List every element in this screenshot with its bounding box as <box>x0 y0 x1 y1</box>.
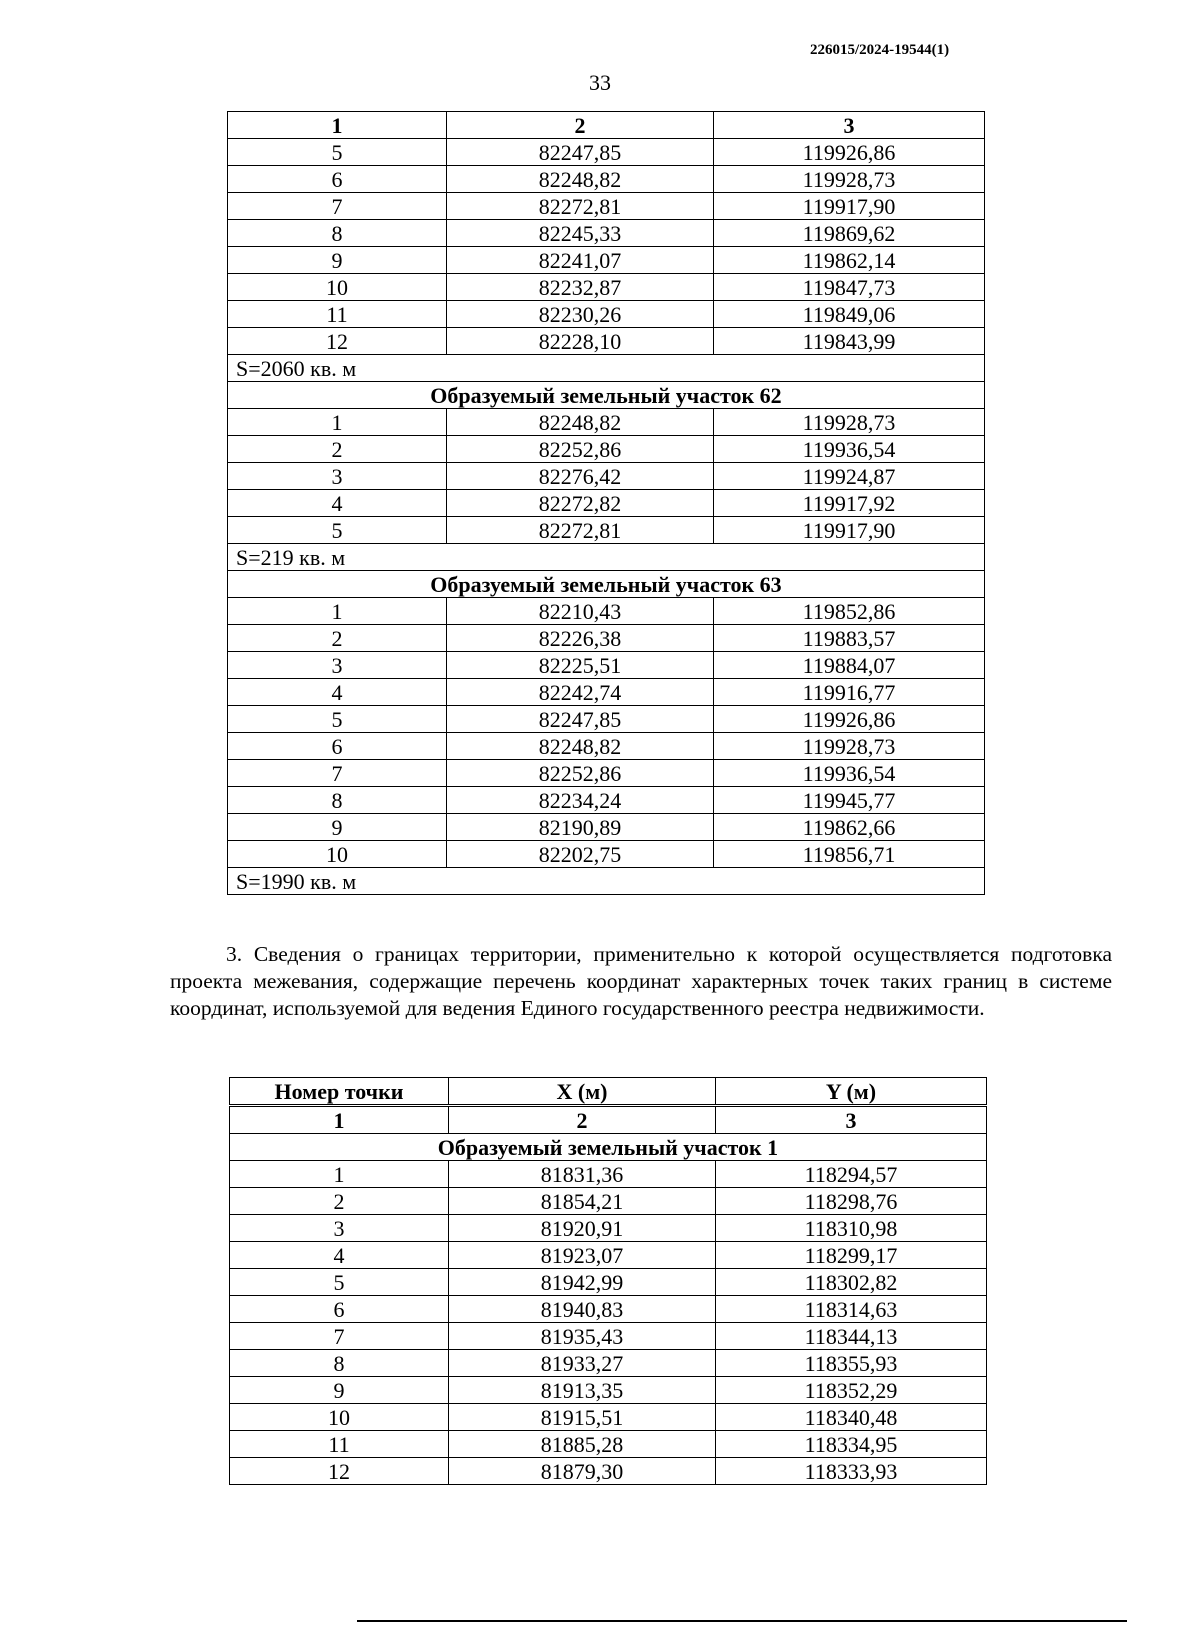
y-coordinate-cell: 118334,95 <box>716 1431 987 1458</box>
column-number-cell: 1 <box>228 112 447 139</box>
point-number-cell: 3 <box>228 652 447 679</box>
table-row <box>228 166 985 193</box>
column-header-x: X (м) <box>449 1078 716 1106</box>
area-value: S=1990 кв. м <box>228 868 985 895</box>
x-coordinate-cell: 82247,85 <box>447 706 714 733</box>
table-row <box>230 1458 987 1485</box>
y-coordinate-cell: 118340,48 <box>716 1404 987 1431</box>
point-number-cell: 2 <box>228 436 447 463</box>
table-row <box>228 247 985 274</box>
x-coordinate-cell: 82245,33 <box>447 220 714 247</box>
x-coordinate-cell: 81915,51 <box>449 1404 716 1431</box>
table-row <box>228 625 985 652</box>
x-coordinate-cell: 81940,83 <box>449 1296 716 1323</box>
y-coordinate-cell: 119843,99 <box>714 328 985 355</box>
section-heading-row <box>230 1134 987 1161</box>
point-number-cell: 9 <box>228 247 447 274</box>
table-row <box>228 193 985 220</box>
table-row <box>228 463 985 490</box>
section-heading-row <box>228 382 985 409</box>
table-row <box>230 1350 987 1377</box>
section-heading: Образуемый земельный участок 63 <box>228 571 985 598</box>
x-coordinate-cell: 82242,74 <box>447 679 714 706</box>
x-coordinate-cell: 82248,82 <box>447 409 714 436</box>
column-header-row <box>230 1078 987 1106</box>
point-number-cell: 3 <box>230 1215 449 1242</box>
column-number-cell: 2 <box>449 1106 716 1134</box>
column-number-cell: 3 <box>716 1106 987 1134</box>
y-coordinate-cell: 119916,77 <box>714 679 985 706</box>
column-number-row <box>228 112 985 139</box>
table-row <box>228 733 985 760</box>
section-heading: Образуемый земельный участок 1 <box>230 1134 987 1161</box>
x-coordinate-cell: 82252,86 <box>447 436 714 463</box>
coordinates-table <box>229 1077 987 1485</box>
point-number-cell: 10 <box>230 1404 449 1431</box>
page-number: 33 <box>589 70 611 95</box>
column-number-cell: 1 <box>230 1106 449 1134</box>
y-coordinate-cell: 119928,73 <box>714 733 985 760</box>
point-number-cell: 12 <box>228 328 447 355</box>
x-coordinate-cell: 82252,86 <box>447 760 714 787</box>
x-coordinate-cell: 82241,07 <box>447 247 714 274</box>
page-bottom-rule <box>357 1620 1127 1622</box>
section-3-paragraph <box>170 941 1112 1022</box>
x-coordinate-cell: 82232,87 <box>447 274 714 301</box>
area-value: S=219 кв. м <box>228 544 985 571</box>
table-row <box>228 679 985 706</box>
column-header-point-number: Номер точки <box>230 1078 449 1106</box>
y-coordinate-cell: 119884,07 <box>714 652 985 679</box>
y-coordinate-cell: 119936,54 <box>714 436 985 463</box>
table-row <box>228 301 985 328</box>
y-coordinate-cell: 119926,86 <box>714 706 985 733</box>
y-coordinate-cell: 119847,73 <box>714 274 985 301</box>
table-row <box>228 274 985 301</box>
table-row <box>228 409 985 436</box>
table-row <box>228 760 985 787</box>
x-coordinate-cell: 82190,89 <box>447 814 714 841</box>
y-coordinate-cell: 119936,54 <box>714 760 985 787</box>
x-coordinate-cell: 81913,35 <box>449 1377 716 1404</box>
table-row <box>228 220 985 247</box>
x-coordinate-cell: 82234,24 <box>447 787 714 814</box>
x-coordinate-cell: 82225,51 <box>447 652 714 679</box>
paragraph-text: 3. Сведения о границах территории, применительно к которой осуществляется подготовка проекта межевания, содержащие перечень координат характерных точек таких границ в системе координат, используемой для ведения Единого государственного реестра недвижимости. <box>170 942 1112 1020</box>
y-coordinate-cell: 118352,29 <box>716 1377 987 1404</box>
point-number-cell: 5 <box>228 139 447 166</box>
table-row <box>228 787 985 814</box>
y-coordinate-cell: 119862,66 <box>714 814 985 841</box>
y-coordinate-cell: 119862,14 <box>714 247 985 274</box>
point-number-cell: 5 <box>228 517 447 544</box>
point-number-cell: 7 <box>228 760 447 787</box>
table-row <box>228 490 985 517</box>
document-id: 226015/2024-19544(1) <box>810 42 950 58</box>
y-coordinate-cell: 119917,90 <box>714 193 985 220</box>
y-coordinate-cell: 119928,73 <box>714 166 985 193</box>
x-coordinate-cell: 81920,91 <box>449 1215 716 1242</box>
table-row <box>230 1269 987 1296</box>
point-number-cell: 12 <box>230 1458 449 1485</box>
point-number-cell: 4 <box>230 1242 449 1269</box>
coordinates-table-continued <box>227 111 985 895</box>
table-row <box>228 841 985 868</box>
point-number-cell: 1 <box>228 409 447 436</box>
point-number-cell: 2 <box>230 1188 449 1215</box>
table-row <box>230 1215 987 1242</box>
x-coordinate-cell: 81885,28 <box>449 1431 716 1458</box>
y-coordinate-cell: 119924,87 <box>714 463 985 490</box>
y-coordinate-cell: 119849,06 <box>714 301 985 328</box>
column-number-cell: 2 <box>447 112 714 139</box>
table-row <box>230 1431 987 1458</box>
x-coordinate-cell: 81935,43 <box>449 1323 716 1350</box>
point-number-cell: 4 <box>228 490 447 517</box>
y-coordinate-cell: 119883,57 <box>714 625 985 652</box>
area-row <box>228 868 985 895</box>
table-row <box>230 1377 987 1404</box>
y-coordinate-cell: 119869,62 <box>714 220 985 247</box>
y-coordinate-cell: 118294,57 <box>716 1161 987 1188</box>
y-coordinate-cell: 118344,13 <box>716 1323 987 1350</box>
x-coordinate-cell: 81923,07 <box>449 1242 716 1269</box>
y-coordinate-cell: 119945,77 <box>714 787 985 814</box>
table-row <box>228 517 985 544</box>
x-coordinate-cell: 82230,26 <box>447 301 714 328</box>
x-coordinate-cell: 82228,10 <box>447 328 714 355</box>
y-coordinate-cell: 119926,86 <box>714 139 985 166</box>
point-number-cell: 3 <box>228 463 447 490</box>
table-row <box>228 706 985 733</box>
table-row <box>230 1161 987 1188</box>
x-coordinate-cell: 81942,99 <box>449 1269 716 1296</box>
y-coordinate-cell: 119856,71 <box>714 841 985 868</box>
point-number-cell: 9 <box>230 1377 449 1404</box>
x-coordinate-cell: 82272,81 <box>447 193 714 220</box>
x-coordinate-cell: 82248,82 <box>447 166 714 193</box>
y-coordinate-cell: 119917,92 <box>714 490 985 517</box>
x-coordinate-cell: 82272,82 <box>447 490 714 517</box>
x-coordinate-cell: 82272,81 <box>447 517 714 544</box>
section-heading-row <box>228 571 985 598</box>
y-coordinate-cell: 118298,76 <box>716 1188 987 1215</box>
point-number-cell: 2 <box>228 625 447 652</box>
point-number-cell: 6 <box>228 166 447 193</box>
point-number-cell: 11 <box>228 301 447 328</box>
table-row <box>230 1404 987 1431</box>
table-row <box>228 139 985 166</box>
table-row <box>228 814 985 841</box>
x-coordinate-cell: 81831,36 <box>449 1161 716 1188</box>
y-coordinate-cell: 119852,86 <box>714 598 985 625</box>
y-coordinate-cell: 118355,93 <box>716 1350 987 1377</box>
y-coordinate-cell: 118302,82 <box>716 1269 987 1296</box>
y-coordinate-cell: 118333,93 <box>716 1458 987 1485</box>
x-coordinate-cell: 82210,43 <box>447 598 714 625</box>
point-number-cell: 10 <box>228 841 447 868</box>
point-number-cell: 9 <box>228 814 447 841</box>
area-row <box>228 544 985 571</box>
table-row <box>230 1242 987 1269</box>
table-row <box>230 1323 987 1350</box>
x-coordinate-cell: 82276,42 <box>447 463 714 490</box>
y-coordinate-cell: 119928,73 <box>714 409 985 436</box>
table-row <box>228 328 985 355</box>
area-value: S=2060 кв. м <box>228 355 985 382</box>
y-coordinate-cell: 118314,63 <box>716 1296 987 1323</box>
point-number-cell: 1 <box>230 1161 449 1188</box>
x-coordinate-cell: 81854,21 <box>449 1188 716 1215</box>
column-number-row <box>230 1106 987 1134</box>
table-row <box>230 1188 987 1215</box>
point-number-cell: 10 <box>228 274 447 301</box>
point-number-cell: 5 <box>230 1269 449 1296</box>
area-row <box>228 355 985 382</box>
point-number-cell: 8 <box>228 220 447 247</box>
column-header-y: Y (м) <box>716 1078 987 1106</box>
point-number-cell: 8 <box>230 1350 449 1377</box>
column-number-cell: 3 <box>714 112 985 139</box>
table-row <box>228 598 985 625</box>
x-coordinate-cell: 81933,27 <box>449 1350 716 1377</box>
table-row <box>230 1296 987 1323</box>
x-coordinate-cell: 82247,85 <box>447 139 714 166</box>
point-number-cell: 5 <box>228 706 447 733</box>
table-row <box>228 652 985 679</box>
x-coordinate-cell: 82248,82 <box>447 733 714 760</box>
table-row <box>228 436 985 463</box>
section-heading: Образуемый земельный участок 62 <box>228 382 985 409</box>
point-number-cell: 8 <box>228 787 447 814</box>
point-number-cell: 7 <box>228 193 447 220</box>
point-number-cell: 4 <box>228 679 447 706</box>
point-number-cell: 1 <box>228 598 447 625</box>
point-number-cell: 11 <box>230 1431 449 1458</box>
y-coordinate-cell: 118310,98 <box>716 1215 987 1242</box>
point-number-cell: 6 <box>228 733 447 760</box>
x-coordinate-cell: 81879,30 <box>449 1458 716 1485</box>
y-coordinate-cell: 118299,17 <box>716 1242 987 1269</box>
point-number-cell: 6 <box>230 1296 449 1323</box>
x-coordinate-cell: 82202,75 <box>447 841 714 868</box>
y-coordinate-cell: 119917,90 <box>714 517 985 544</box>
x-coordinate-cell: 82226,38 <box>447 625 714 652</box>
point-number-cell: 7 <box>230 1323 449 1350</box>
